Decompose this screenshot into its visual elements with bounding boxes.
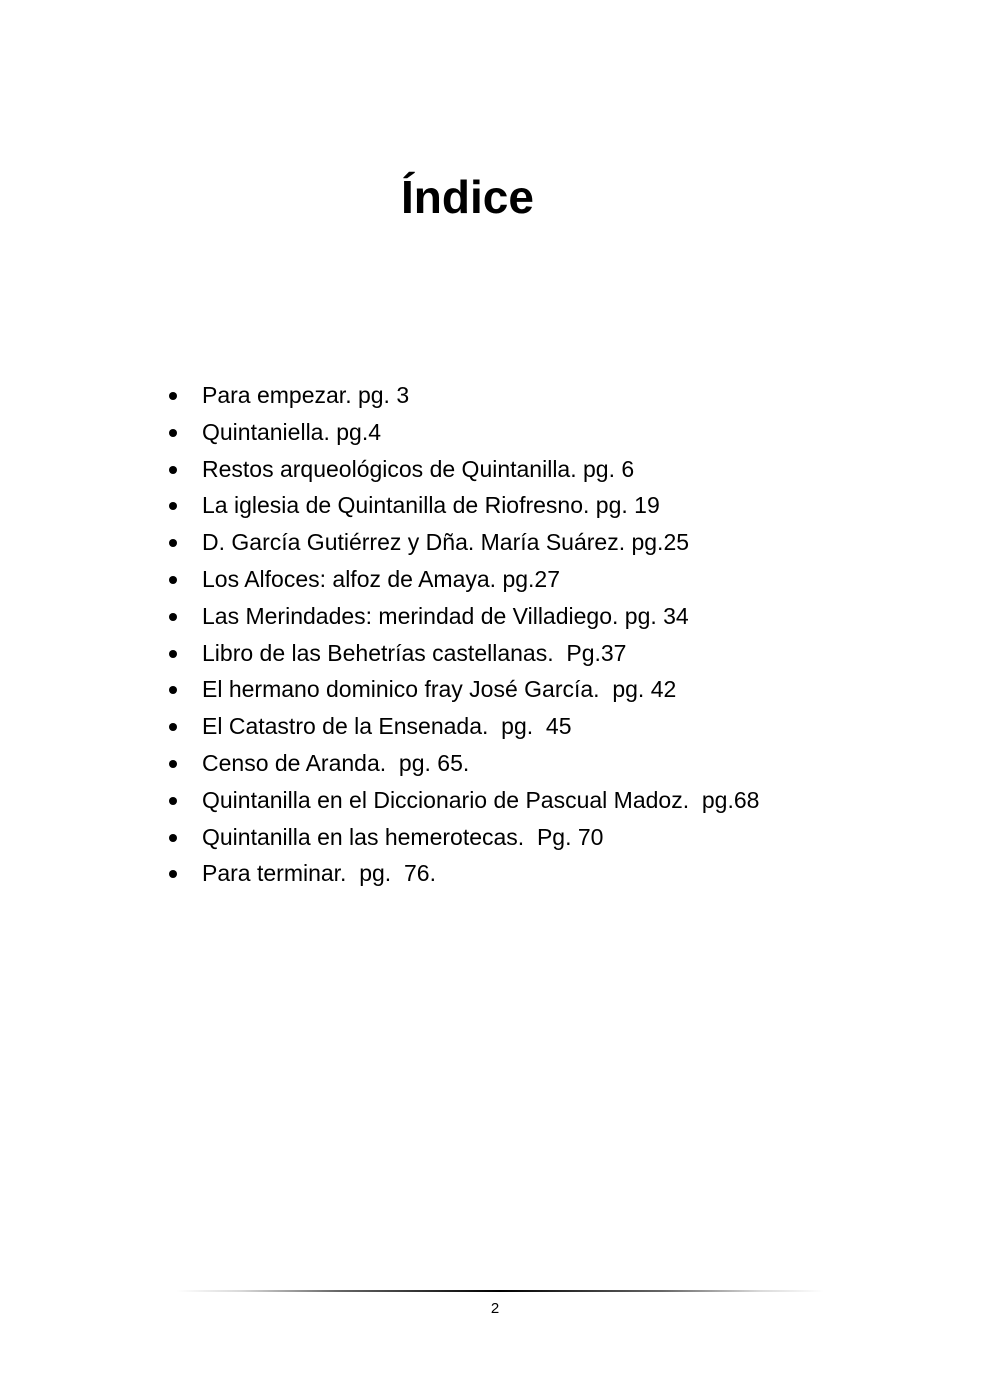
toc-entry (166, 782, 759, 819)
toc-entry-text: Para empezar. pg. 3 (202, 382, 410, 408)
toc-entry (166, 708, 759, 745)
bullet-icon (169, 797, 177, 805)
bullet-icon (169, 686, 177, 694)
bullet-icon (169, 723, 177, 731)
bullet-icon (169, 429, 177, 437)
toc-entry-text: Quintanilla en el Diccionario de Pascual Madoz. pg.68 (202, 786, 760, 813)
toc-entry-text: Para terminar. pg. 76. (202, 860, 436, 887)
bullet-icon (169, 834, 177, 842)
page-title: Índice (401, 171, 534, 223)
toc-entry-text: Censo de Aranda. pg. 65. (202, 749, 470, 776)
bullet-icon (169, 760, 177, 768)
toc-entry-text: Quintanilla en las hemerotecas. Pg. 70 (202, 823, 604, 850)
toc-entry (166, 451, 759, 488)
toc-entry-text: El Catastro de la Ensenada. pg. 45 (202, 713, 572, 740)
toc-entry-text: Quintaniella. pg.4 (202, 418, 382, 445)
toc-entry-text: Libro de las Behetrías castellanas. Pg.37 (202, 639, 627, 666)
toc-entry (166, 819, 759, 856)
bullet-icon (169, 613, 177, 621)
footer-divider (176, 1290, 824, 1292)
toc-entry (166, 524, 759, 561)
bullet-icon (169, 870, 177, 878)
toc-entry (166, 598, 759, 635)
bullet-icon (169, 650, 177, 658)
toc-entry-text: D. García Gutiérrez y Dña. María Suárez. pg.25 (202, 529, 690, 556)
bullet-icon (169, 502, 177, 510)
toc-entry-text: El hermano dominico fray José García. pg. 42 (202, 676, 677, 703)
bullet-icon (169, 392, 177, 400)
toc-entry (166, 855, 759, 892)
toc-entry-text: Las Merindades: merindad de Villadiego. pg. 34 (202, 602, 689, 629)
bullet-icon (169, 539, 177, 547)
toc-entry-text: La iglesia de Quintanilla de Riofresno. pg. 19 (202, 492, 660, 519)
toc-entry (166, 414, 759, 451)
toc-entry (166, 561, 759, 598)
toc-entry-text: Los Alfoces: alfoz de Amaya. pg.27 (202, 565, 561, 592)
table-of-contents (166, 377, 759, 892)
bullet-icon (169, 576, 177, 584)
bullet-icon (169, 466, 177, 474)
toc-entry (166, 745, 759, 782)
toc-entry (166, 377, 759, 414)
page-number: 2 (490, 1300, 500, 1317)
toc-entry-text: Restos arqueológicos de Quintanilla. pg. 6 (202, 455, 635, 482)
toc-entry (166, 487, 759, 524)
toc-entry (166, 671, 759, 708)
toc-entry (166, 635, 759, 672)
